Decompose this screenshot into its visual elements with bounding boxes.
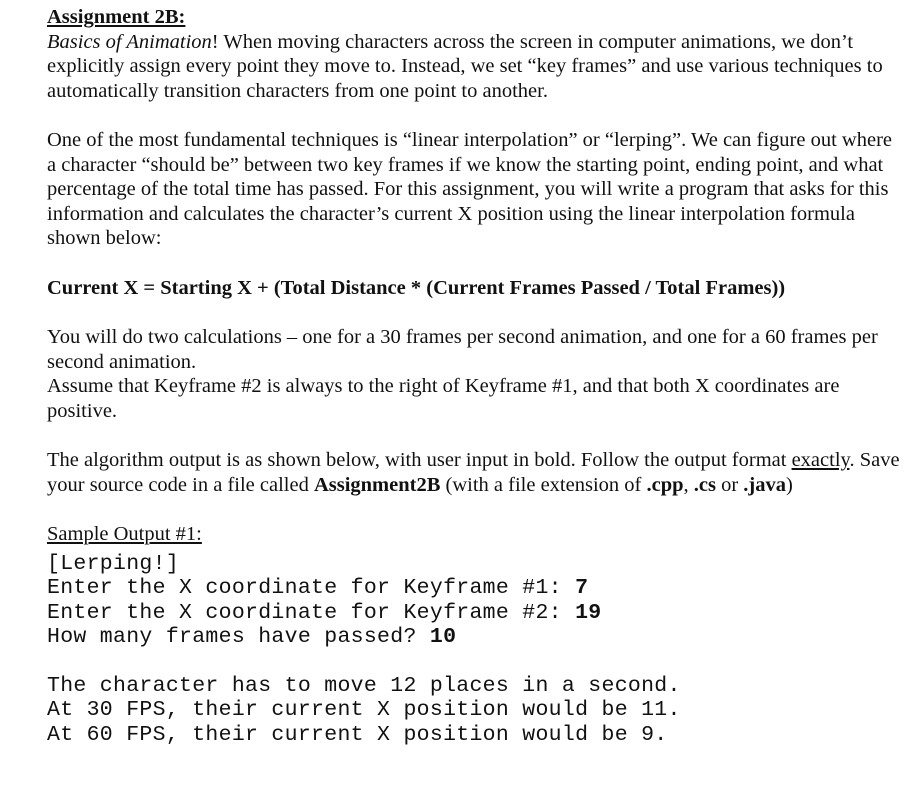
input-frames: 10 <box>429 625 457 649</box>
code-line-prompt-keyframe1 <box>47 576 902 601</box>
intro-text: ! When moving characters across the screen in computer animations, we don’t explicitly assign every point they move to. Instead, we set “key frames” and use various techniques to automatically transition characters from one point to another. <box>47 30 883 102</box>
code-line-prompt-keyframe2 <box>47 601 902 626</box>
lerp-paragraph: One of the most fundamental techniques is “linear interpolation” or “lerping”. We can figure out where a character “should be” between two key frames if we know the starting point, ending point, and what percentage of the total time has passed. For this assignment, you will write a program that asks for this information and calculates the character’s current X position using the linear interpolation formula shown below: <box>47 129 893 249</box>
extension-separator-1: , <box>683 473 694 496</box>
instructions-paragraph <box>47 448 902 497</box>
calculations-paragraph: You will do two calculations – one for a 30 frames per second animation, and one for a 60 frames per second animation. <box>47 326 878 373</box>
instructions-text-4: ) <box>786 473 793 496</box>
assignment-heading: Assignment 2B: <box>47 6 186 28</box>
sample-output-block <box>47 552 902 748</box>
intro-paragraph <box>47 30 902 104</box>
code-spacer <box>47 650 902 674</box>
code-line-result-60fps: At 60 FPS, their current X position would be 9. <box>47 722 668 747</box>
spacer <box>47 103 902 128</box>
document-page <box>47 5 902 747</box>
code-line-prompt-frames <box>47 625 902 650</box>
input-keyframe1: 7 <box>575 576 589 600</box>
assumption-paragraph: Assume that Keyframe #2 is always to the right of Keyframe #1, and that both X coordinates are positive. <box>47 375 840 422</box>
extension-cs: .cs <box>693 473 716 496</box>
code-line-title: [Lerping!] <box>47 551 180 576</box>
spacer <box>47 300 902 325</box>
sample-output-label: Sample Output #1: <box>47 523 202 545</box>
code-line-result-distance: The character has to move 12 places in a second. <box>47 673 681 698</box>
instructions-text-2: . Save your source code in a file called <box>47 449 900 496</box>
instructions-text-3: (with a file extension of <box>440 473 647 496</box>
code-line-result-30fps: At 30 FPS, their current X position would be 11. <box>47 698 681 722</box>
filename-text: Assignment2B <box>313 473 441 496</box>
extension-separator-2: or <box>715 473 744 496</box>
extension-java: .java <box>743 473 786 496</box>
instructions-underlined-word: exactly <box>791 449 850 471</box>
input-keyframe2: 19 <box>575 600 602 625</box>
intro-italic-phrase: Basics of Animation <box>47 30 212 53</box>
spacer <box>47 423 902 448</box>
prompt-keyframe2: Enter the X coordinate for Keyframe #2: <box>47 600 576 625</box>
spacer <box>47 251 902 276</box>
spacer <box>47 497 902 522</box>
prompt-keyframe1: Enter the X coordinate for Keyframe #1: <box>47 576 576 600</box>
extension-cpp: .cpp <box>646 473 684 496</box>
prompt-frames: How many frames have passed? <box>47 625 430 649</box>
formula-text: Current X = Starting X + (Total Distance * (Current Frames Passed / Total Frames)) <box>47 276 786 299</box>
instructions-text-1: The algorithm output is as shown below, with user input in bold. Follow the output format <box>47 449 792 471</box>
